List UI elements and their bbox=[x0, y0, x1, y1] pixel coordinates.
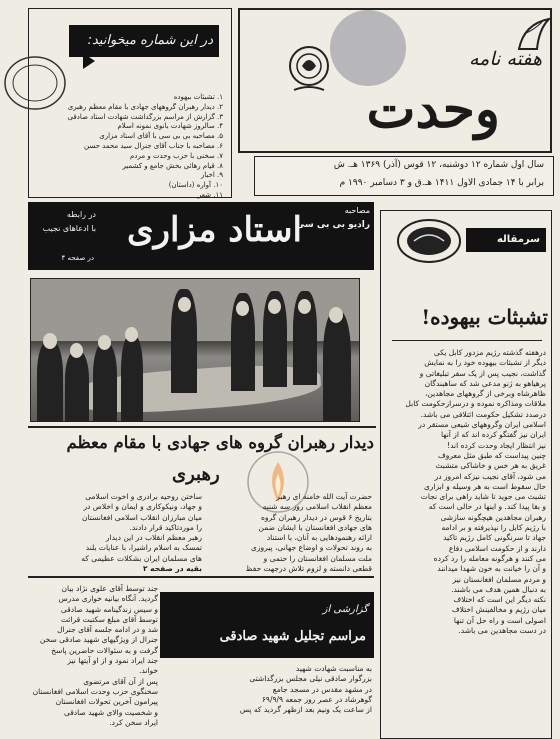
stamp-icon bbox=[2, 54, 68, 112]
meeting-line: رهبر معظم انقلاب در این دیدار bbox=[105, 533, 202, 543]
meeting-line: معظم انقلاب اسلامی روز سه شنبه bbox=[262, 502, 372, 512]
editorial-line: و مردم مسلمان افغانستان نیز bbox=[452, 574, 546, 584]
bottom-line: جنرال از ویژگیهای شهید صادقی سخن bbox=[39, 635, 158, 645]
bottom-left-body bbox=[30, 584, 158, 728]
meeting-line: بقیه در صفحه ۲ bbox=[142, 564, 202, 574]
report-line: در مشهد مقدس در مسجد جامع bbox=[272, 684, 372, 694]
contents-item: ۱۱. شعر bbox=[197, 190, 223, 199]
editorial-line: ایران نیز گفتگو کرده اند که از آنها bbox=[440, 430, 546, 440]
editorial-line: می شود، آقای نجیب نیزکه امروز در bbox=[434, 471, 546, 481]
interview-label: مصاحبه bbox=[344, 206, 370, 215]
bottom-line: و شخصیت والای شهید صادقی bbox=[63, 707, 158, 717]
bottom-line: پیرامون آخرین تحولات افغانستان bbox=[55, 697, 158, 707]
contents-item: ۴. سالروز شهادت بانوی نمونه اسلام bbox=[117, 122, 223, 131]
editorial-line: پرهیاهو به ژنو مدعی شد که ساهبندگان bbox=[424, 378, 546, 388]
report-line: بزرگوار صادقی نیلی مجلس بزرگداشتی bbox=[249, 674, 372, 684]
bottom-line: سخنگوی حزب وحدت اسلامی افغانستان bbox=[32, 686, 158, 696]
contents-item: ۵. مصاحبه بی بی سی با آقای استاد مزاری bbox=[99, 132, 223, 141]
interview-continued: در صفحه ۴ bbox=[61, 254, 94, 262]
meeting-headline-2: رهبری bbox=[172, 464, 220, 485]
redaction-oval bbox=[330, 10, 406, 86]
section-divider bbox=[28, 576, 374, 578]
editorial-line: رهبران مجاهدین هیچگونه سازشی bbox=[440, 512, 546, 522]
editorial-line: درهفته گذشته رژیم مزدور کابل یکی bbox=[433, 348, 546, 357]
editorial-line: می کنند و هرگونه معامله را رد کرده bbox=[433, 553, 546, 563]
editorial-line: جهاد تا سرنگونی کامل رژیم تاکید bbox=[443, 533, 546, 543]
date-line: برابر با ۱۴ جمادی الاول ۱۴۱۱ هـ.ق و ۳ دسامبر ۱۹۹۰ م bbox=[339, 178, 544, 188]
meeting-line: تمسک به اسلام راشیرا، با عنایات بلند bbox=[85, 543, 202, 553]
editorial-line: چنین پیداست که طبق مثل معروف bbox=[437, 450, 546, 460]
issue-line: سال اول شماره ۱۲ دوشنبه، ۱۲ قوس (آذر) ۱۳۶۹ هـ. ش bbox=[333, 160, 544, 170]
editorial-line: به دنبال همین هدف می باشند. bbox=[451, 584, 546, 594]
contents-item: ۱. تشبثات بیهوده bbox=[173, 93, 223, 101]
editorial-line: نیز انتظار ایجاد وحدت کرده اند! bbox=[447, 440, 546, 450]
editorial-line: ملاقات ومذاکره نموده و درسرازحکومت کابل bbox=[405, 399, 546, 409]
meeting-line: ارائه رهنمودهایی به آنان، با استناد bbox=[266, 533, 372, 543]
meeting-line: حضرت آیت الله خامنه ای رهبر bbox=[276, 492, 372, 501]
bottom-line: گردید. آنگاه بیانیه خواری مدرس bbox=[58, 594, 158, 604]
newspaper-title: وحدت bbox=[366, 79, 500, 140]
weekly-label: هفته نامه bbox=[468, 48, 542, 70]
editorial-title-rule bbox=[392, 340, 542, 341]
editorial-line: در دست مجاهدین می باشد. bbox=[458, 626, 546, 636]
contents-heading: در این شماره میخوانید: bbox=[69, 25, 219, 57]
bottom-line: جند ایراد نمود و از او آیتها نیز bbox=[67, 656, 158, 666]
editorial-line: نکته دیگر این است که اختلاف bbox=[453, 595, 546, 605]
bottom-line: جند توسط آقای علوی نژاد بیان bbox=[61, 584, 158, 593]
meeting-line: های مسلمان ایران بشکلات عظیمی که bbox=[81, 553, 202, 563]
interview-topic-1: در رابطه bbox=[66, 210, 96, 219]
emblem-icon bbox=[286, 38, 332, 98]
contents-item: ۲. دیدار رهبران گروههای جهادی با مقام معظم رهبری bbox=[67, 102, 223, 111]
bottom-line: پس از آن آقای مرتضوی bbox=[83, 676, 158, 686]
contents-item: ۸. قیام رهائی بخش جامع و کشمیر bbox=[122, 161, 223, 170]
bottom-line: توسط آقای مبلغ سکتبت قرائت bbox=[60, 614, 158, 624]
report-banner bbox=[160, 592, 374, 658]
meeting-line: ساختن روحیه برادری و اخوت اسلامی bbox=[85, 492, 202, 501]
report-line: به مناسبت شهادت شهید bbox=[295, 664, 372, 673]
editorial-line: حال سقوط است به هر وسیله و ابزاری bbox=[423, 481, 546, 491]
library-stamp bbox=[2, 54, 68, 112]
report-line: از ساعت یک ونیم بعد ازظهر گردید که پس bbox=[239, 705, 372, 715]
contents-item: ۳. گزارش از مراسم بزرگداشت شهادت استاد صادقی bbox=[67, 112, 223, 121]
editorial-line: گذاشت، نجیب پس از یک سفر تبلیغاتی و bbox=[419, 368, 546, 378]
bottom-line: شد و در ادامه جلسه آقای جنرال bbox=[57, 625, 158, 635]
interview-topic-2: با ادعاهای نجیب bbox=[42, 224, 96, 233]
editorial-line: میان رژیم و مخالفینش اختلاف bbox=[451, 605, 546, 615]
editorial-line: اصولی است و راه حل آن تنها bbox=[453, 615, 546, 625]
meeting-body-left bbox=[32, 492, 202, 574]
interview-source: رادیو بی بی سی bbox=[295, 220, 370, 230]
bottom-line: خواند. bbox=[138, 666, 158, 676]
meeting-line: به روند تحولات و اوضاع جهانی، پیروزی bbox=[250, 543, 372, 553]
editorial-line: غریق به هر خس و خاشاکی متشبث bbox=[435, 461, 546, 471]
report-title: مراسم تجلیل شهید صادقی bbox=[219, 629, 366, 644]
meeting-photo bbox=[30, 278, 360, 422]
editorial-line: با رژیم کابل را نپذیرفته و بر ادامه bbox=[441, 523, 546, 533]
contents-item: ۱۰. آواره (داستان) bbox=[168, 181, 223, 190]
report-body bbox=[162, 664, 372, 715]
meeting-line: میان مبارزان انقلاب اسلامی افغانستان bbox=[81, 512, 202, 522]
report-prefix: گزارشی از bbox=[322, 604, 368, 615]
editorial-emblem-icon bbox=[396, 218, 462, 264]
editorial-line: درصدد تشکیل حکومت ائتلافی می باشد. bbox=[420, 409, 546, 419]
bottom-line: و سیس زندگینامه شهید صادقی bbox=[60, 604, 158, 614]
contents-arrow-icon bbox=[79, 51, 99, 71]
meeting-line: و جهاد، ونیکوکاری و ایمان و اخلاص در bbox=[83, 502, 202, 512]
meeting-line: ملت مسلمان افغانستان را حتمی و bbox=[263, 553, 372, 563]
editorial-line: اسلامی ایران وگروههای شیعی مستقر در bbox=[418, 420, 546, 430]
editorial-label: سرمقاله bbox=[466, 228, 546, 252]
editorial-line: تشبث می جوید تا شاید راهی برای نجات bbox=[420, 492, 546, 502]
meeting-line: های جهادی افغانستان با ایشان ضمن bbox=[258, 522, 372, 532]
editorial-line: و آن را خیانت به خون شهدا میدانند bbox=[437, 564, 546, 574]
meeting-line: قطعی دانسته و لزوم تلاش درجهت حفظ bbox=[245, 564, 372, 574]
editorial-logo bbox=[396, 218, 462, 264]
interview-name: استاد مزاری bbox=[127, 210, 302, 250]
editorial-line: دیگر از تشبثات بیهوده خود را به نمایش bbox=[424, 358, 546, 368]
editorial-title: تشبثات بیهوده! bbox=[421, 305, 548, 329]
editorial-line: دارند و از حکومت اسلامی دفاع bbox=[448, 543, 546, 553]
bottom-line: ایراد سخن کرد. bbox=[109, 717, 158, 727]
meeting-line: را موردتاکید قرار دادند. bbox=[129, 522, 202, 532]
editorial-line: و بقا پیدا کند. و اینها در حالی است که bbox=[428, 502, 546, 512]
contents-item: ۹. اخبار bbox=[200, 171, 223, 180]
ornament-icon bbox=[514, 14, 554, 54]
meeting-body-right bbox=[210, 492, 372, 574]
editorial-body bbox=[386, 348, 546, 636]
meeting-line: بتاریخ ۶ قوس در دیدار رهبران گروه bbox=[260, 512, 372, 522]
bottom-line: گرفت و به سئوالات حاضرین پاسخ bbox=[51, 645, 158, 655]
masthead bbox=[238, 8, 552, 198]
report-line: گوهرشاد در عصر روز جمعه ۶۹/۹/۹ bbox=[261, 694, 372, 704]
interview-banner bbox=[28, 202, 374, 270]
meeting-headline: دیدار رهبران گروه های جهادی با مقام معظم bbox=[66, 433, 374, 452]
contents-item: ۶. مصاحبه با جناب آقای جنرال سید محمد حسن bbox=[84, 141, 223, 150]
contents-item: ۷. سخنی با حزب وحدت و مردم bbox=[130, 151, 223, 160]
editorial-line: ظاهرشاه وبرخی از گروههای مجاهدین، bbox=[425, 389, 546, 399]
